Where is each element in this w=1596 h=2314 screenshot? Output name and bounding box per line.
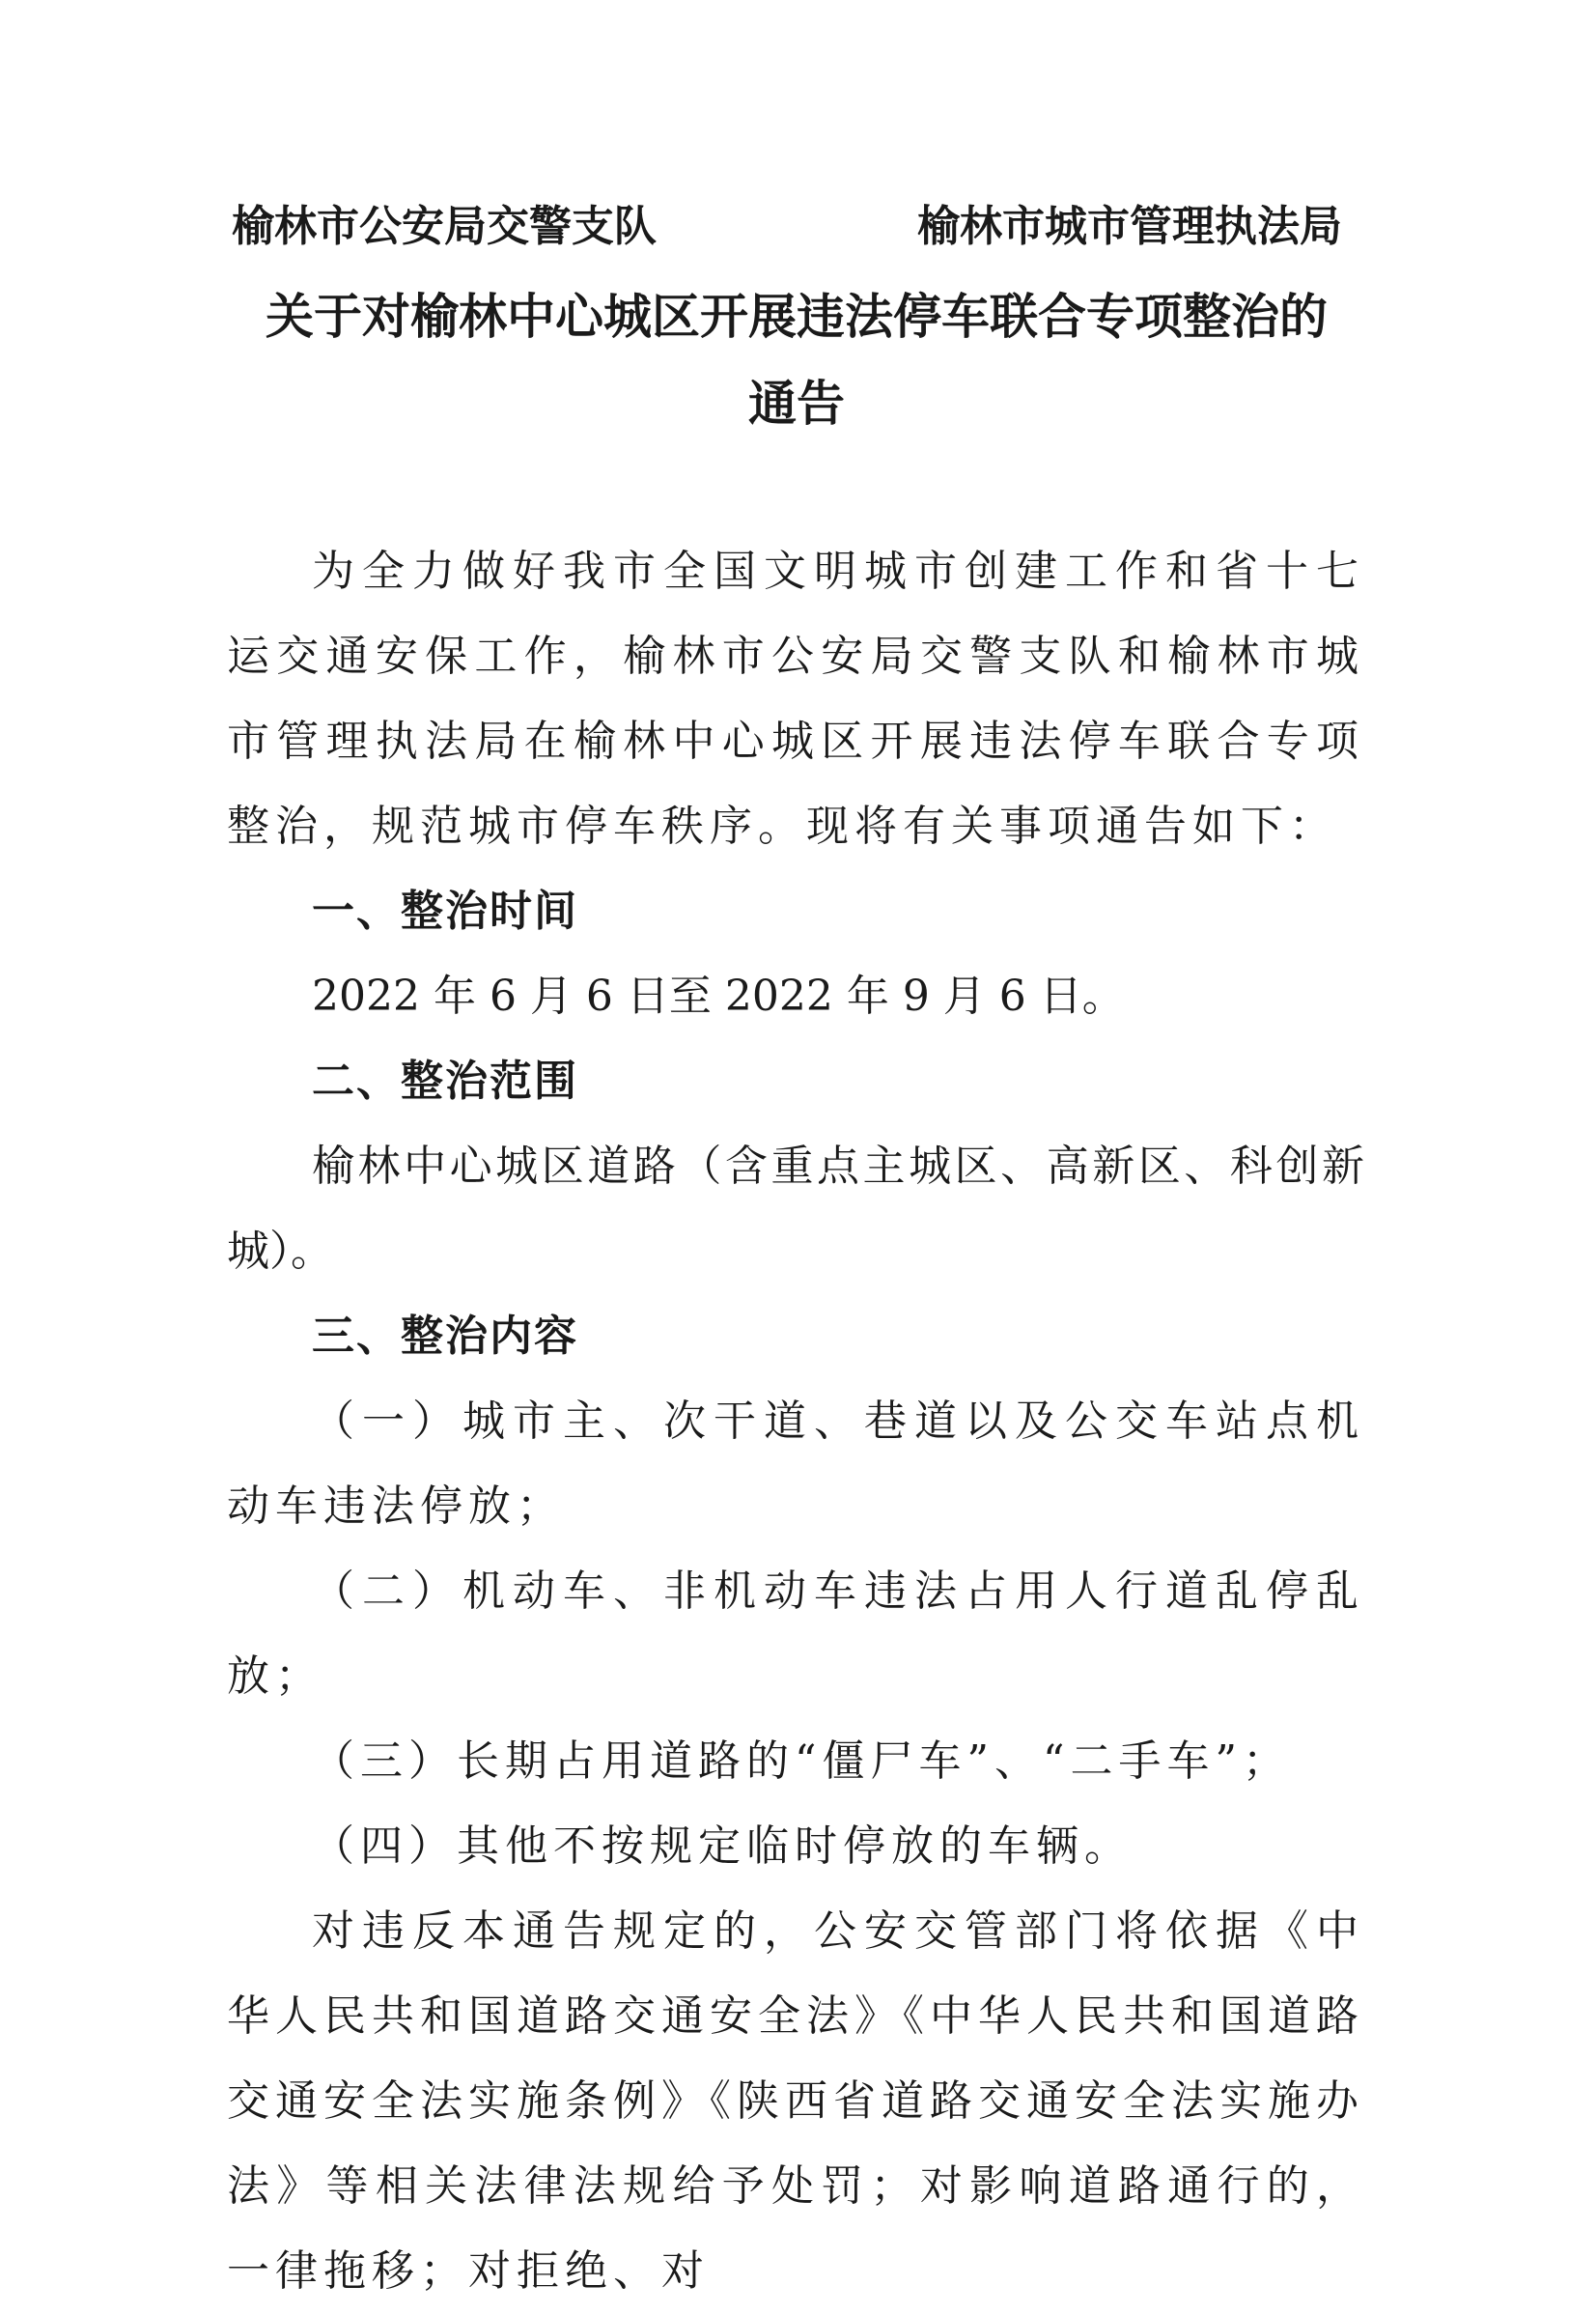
section-text-scope: 榆林中心城区道路（含重点主城区、高新区、科创新城）。	[227, 1142, 1364, 1276]
section-heading-time: 一、整治时间	[312, 887, 578, 936]
closing-paragraph: 对违反本通告规定的，公安交管部门将依据《中华人民共和国道路交通安全法》《中华人民共和国道路交通安全法实施条例》《陕西省道路交通安全法实施办法》等相关法律法规给予处罚；对影响道路通行的，一律拖移；对拒绝、对	[227, 1906, 1364, 2296]
title-line-2: 通告	[748, 375, 845, 432]
content-item-3: （三）长期占用道路的“僵尸车”、“二手车”；	[312, 1736, 1291, 1786]
issuer-traffic-police: 榆林市公安局交警支队	[232, 202, 657, 251]
issuer-line	[232, 193, 1342, 261]
section-heading-content: 三、整治内容	[312, 1312, 578, 1361]
section-text-time: 2022 年 6 月 6 日至 2022 年 9 月 6 日。	[312, 972, 1125, 1021]
content-item-1: （一）城市主、次干道、巷道以及公交车站点机动车违法停放；	[227, 1397, 1364, 1531]
title-line-1: 关于对榆林中心城区开展违法停车联合专项整治的	[266, 288, 1328, 345]
issuer-urban-management: 榆林市城市管理执法局	[917, 202, 1342, 251]
content-item-4: （四）其他不按规定临时停放的车辆。	[312, 1821, 1133, 1871]
intro-paragraph: 为全力做好我市全国文明城市创建工作和省十七运交通安保工作，榆林市公安局交警支队和榆林市城市管理执法局在榆林中心城区开展违法停车联合专项整治，规范城市停车秩序。现将有关事项通告如下：	[227, 547, 1364, 851]
notice-body	[227, 529, 1364, 2314]
content-item-2: （二）机动车、非机动车违法占用人行道乱停乱放；	[227, 1566, 1364, 1701]
notice-title	[174, 273, 1419, 447]
section-heading-scope: 二、整治范围	[312, 1057, 578, 1106]
